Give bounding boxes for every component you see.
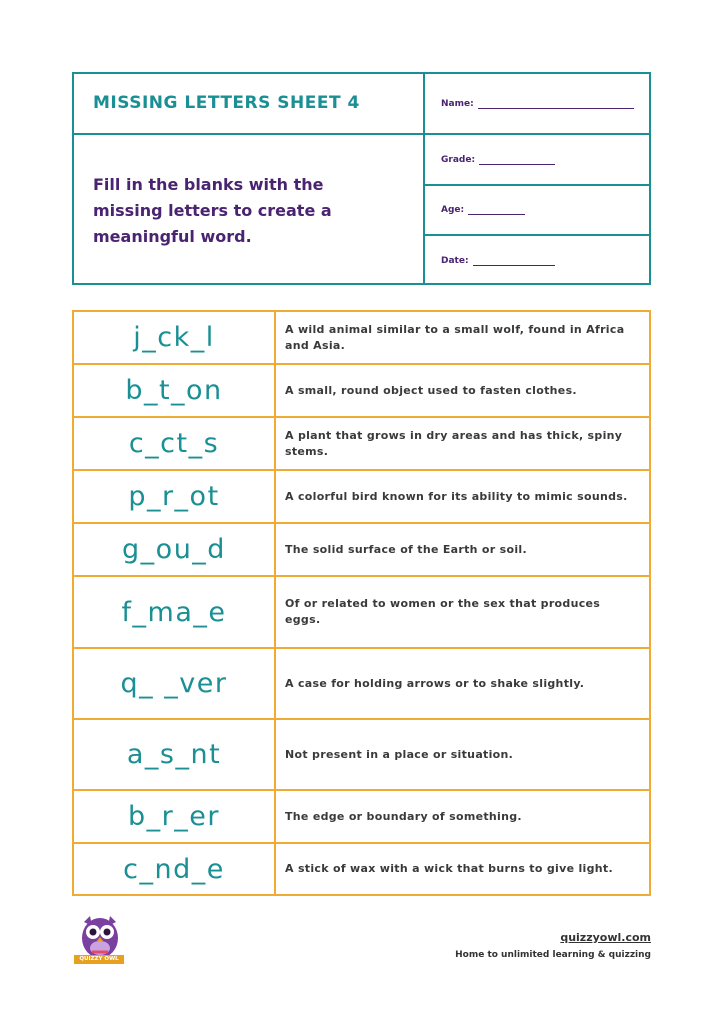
- header-left: [74, 74, 425, 283]
- header-right: [423, 74, 649, 283]
- missing-word[interactable]: c_nd_e: [74, 844, 276, 894]
- name-blank[interactable]: [478, 99, 634, 109]
- table-row: [74, 418, 649, 471]
- missing-word[interactable]: a_s_nt: [74, 720, 276, 789]
- missing-word[interactable]: f_ma_e: [74, 577, 276, 647]
- table-row: [74, 720, 649, 791]
- missing-word[interactable]: j_ck_l: [74, 312, 276, 363]
- table-row: [74, 577, 649, 649]
- table-row: [74, 791, 649, 844]
- table-row: [74, 471, 649, 524]
- word-table: [72, 310, 651, 896]
- definition: A wild animal similar to a small wolf, found in Africa and Asia.: [285, 322, 625, 352]
- definition: A small, round object used to fasten clothes.: [285, 383, 577, 397]
- grade-field[interactable]: [423, 135, 649, 186]
- table-row: [74, 524, 649, 577]
- name-field[interactable]: [423, 74, 649, 135]
- definition: The edge or boundary of something.: [285, 809, 522, 823]
- definition: Not present in a place or situation.: [285, 747, 514, 761]
- name-label: Name:: [441, 98, 474, 109]
- age-field[interactable]: [423, 186, 649, 236]
- logo-text: QUIZZY OWL: [74, 955, 124, 964]
- tagline: Home to unlimited learning & quizzing: [455, 950, 651, 960]
- table-row: [74, 649, 649, 720]
- missing-word[interactable]: b_t_on: [74, 365, 276, 416]
- date-blank[interactable]: [473, 256, 555, 266]
- date-field[interactable]: [423, 236, 649, 285]
- missing-word[interactable]: c_ct_s: [74, 418, 276, 469]
- definition: A case for holding arrows or to shake slightly.: [285, 676, 585, 690]
- definition: Of or related to women or the sex that produces eggs.: [285, 597, 601, 626]
- missing-word[interactable]: g_ou_d: [74, 524, 276, 575]
- definition: A colorful bird known for its ability to mimic sounds.: [285, 489, 628, 503]
- definition: A stick of wax with a wick that burns to give light.: [285, 862, 613, 875]
- missing-word[interactable]: q_ _ver: [74, 649, 276, 718]
- grade-blank[interactable]: [479, 155, 555, 165]
- date-label: Date:: [441, 255, 469, 266]
- grade-label: Grade:: [441, 154, 476, 165]
- table-row: [74, 312, 649, 365]
- sheet-title: MISSING LETTERS SHEET 4: [74, 74, 423, 135]
- missing-word[interactable]: b_r_er: [74, 791, 276, 842]
- instructions: Fill in the blanks with the missing letters to create a meaningful word.: [93, 175, 332, 246]
- missing-word[interactable]: p_r_ot: [74, 471, 276, 522]
- age-label: Age:: [441, 205, 465, 215]
- age-blank[interactable]: [468, 205, 525, 215]
- definition: A plant that grows in dry areas and has thick, spiny stems.: [285, 428, 623, 458]
- definition: The solid surface of the Earth or soil.: [285, 542, 527, 556]
- table-row: [74, 844, 649, 894]
- table-row: [74, 365, 649, 418]
- header-box: [72, 72, 651, 285]
- site-link[interactable]: quizzyowl.com: [560, 931, 651, 944]
